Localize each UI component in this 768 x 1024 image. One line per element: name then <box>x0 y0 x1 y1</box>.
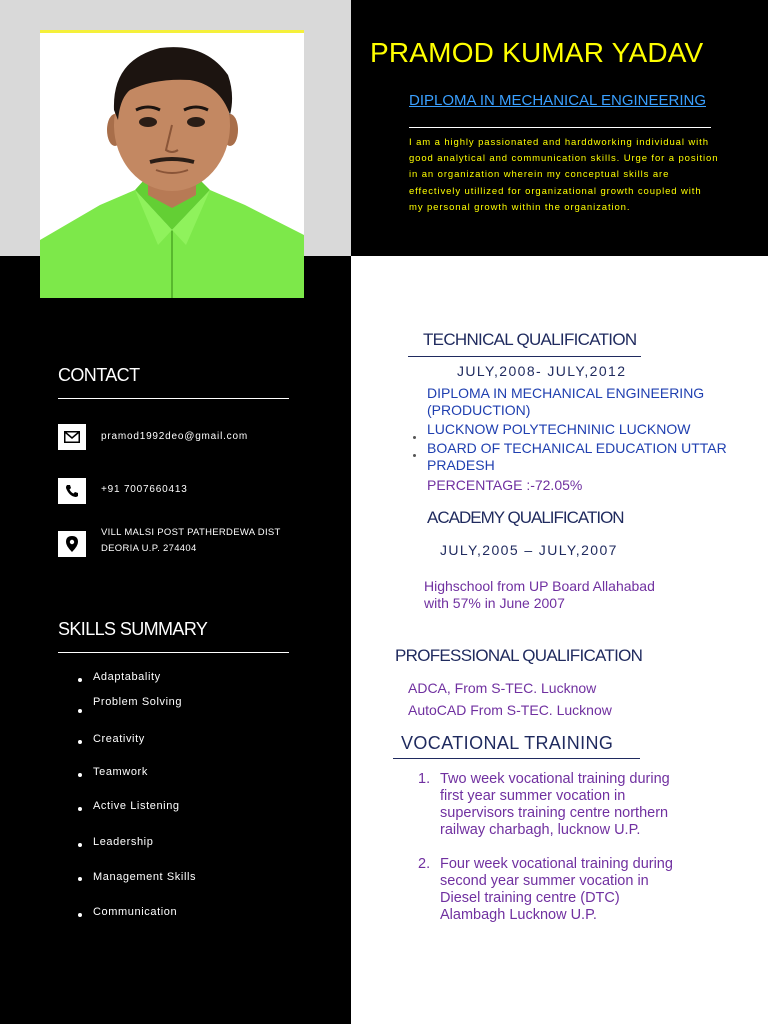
academy-heading: ACADEMY QUALIFICATION <box>427 508 624 527</box>
address-line-1: VILL MALSI POST PATHERDEWA DIST <box>101 527 281 538</box>
profile-photo <box>40 30 304 298</box>
technical-branch: (PRODUCTION) <box>427 402 531 418</box>
skill-item: Creativity <box>93 733 145 745</box>
skill-item: Active Listening <box>93 800 180 812</box>
bullet <box>413 454 416 457</box>
bullet <box>78 773 82 777</box>
technical-institute: LUCKNOW POLYTECHNINIC LUCKNOW <box>427 421 691 437</box>
skills-heading: SKILLS SUMMARY <box>58 619 208 639</box>
technical-dates: JULY,2008- JULY,2012 <box>457 363 627 379</box>
bullet <box>78 807 82 811</box>
bullet <box>78 709 82 713</box>
skill-item: Teamwork <box>93 766 148 778</box>
address-line-2: DEORIA U.P. 274404 <box>101 543 197 554</box>
vocational-divider <box>393 758 640 759</box>
portrait-image <box>40 30 304 298</box>
technical-percentage: PERCENTAGE :-72.05% <box>427 477 583 493</box>
envelope-icon <box>58 424 86 450</box>
skill-item: Management Skills <box>93 871 197 883</box>
list-number: 2. <box>418 856 431 872</box>
bullet <box>78 740 82 744</box>
academy-line-2: with 57% in June 2007 <box>424 595 565 611</box>
skill-item: Communication <box>93 906 178 918</box>
academy-line-1: Highschool from UP Board Allahabad <box>424 578 655 594</box>
email-link[interactable]: pramod1992deo@gmail.com <box>101 431 248 442</box>
phone-icon <box>58 478 86 504</box>
vocational-heading: VOCATIONAL TRAINING <box>401 733 614 753</box>
skill-item: Leadership <box>93 836 154 848</box>
photo-accent-stripe <box>40 30 304 33</box>
contact-divider <box>58 398 289 399</box>
location-pin-icon <box>58 531 86 557</box>
technical-board: BOARD OF TECHANICAL EDUCATION UTTAR <box>427 440 727 456</box>
skill-item: Problem Solving <box>93 696 183 708</box>
technical-board-cont: PRADESH <box>427 457 495 473</box>
phone-number[interactable]: +91 7007660413 <box>101 484 188 495</box>
bullet <box>413 436 416 439</box>
vocational-list <box>414 771 714 924</box>
vocational-line: Four week vocational training during <box>440 856 673 872</box>
technical-course: DIPLOMA IN MECHANICAL ENGINEERING <box>427 385 705 401</box>
academy-dates: JULY,2005 – JULY,2007 <box>440 542 618 558</box>
vocational-line: Alambagh Lucknow U.P. <box>440 907 597 923</box>
skills-divider <box>58 652 289 653</box>
vocational-line: second year summer vocation in <box>440 873 649 889</box>
bullet <box>78 843 82 847</box>
vocational-line: Diesel training centre (DTC) <box>440 890 620 906</box>
vocational-line: railway charbagh, lucknow U.P. <box>440 822 641 838</box>
technical-divider <box>408 356 641 357</box>
bullet <box>78 877 82 881</box>
bullet <box>78 913 82 917</box>
candidate-name: PRAMOD KUMAR YADAV <box>370 37 704 68</box>
list-number: 1. <box>418 771 431 787</box>
vocational-line: supervisors training centre northern <box>440 805 669 821</box>
technical-heading: TECHNICAL QUALIFICATION <box>423 330 637 349</box>
bullet <box>78 678 82 682</box>
vocational-line: Two week vocational training during <box>440 771 670 787</box>
professional-heading: PROFESSIONAL QUALIFICATION <box>395 646 643 665</box>
skill-item: Adaptabality <box>93 671 161 683</box>
degree-title: DIPLOMA IN MECHANICAL ENGINEERING <box>409 92 706 109</box>
professional-line-2: AutoCAD From S-TEC. Lucknow <box>408 702 612 718</box>
career-objective: I am a highly passionated and harddworking individual with good analytical and communication skills. Urge for a position in an organization wherein my conceptual skills are effectively utillized for organizational growth coupled with my personal growth within the organization. <box>409 137 719 213</box>
vocational-item <box>414 856 714 924</box>
degree-divider <box>409 127 711 128</box>
professional-line-1: ADCA, From S-TEC. Lucknow <box>408 680 597 696</box>
vocational-item <box>414 771 714 839</box>
contact-heading: CONTACT <box>58 365 140 385</box>
vocational-line: first year summer vocation in <box>440 788 626 804</box>
